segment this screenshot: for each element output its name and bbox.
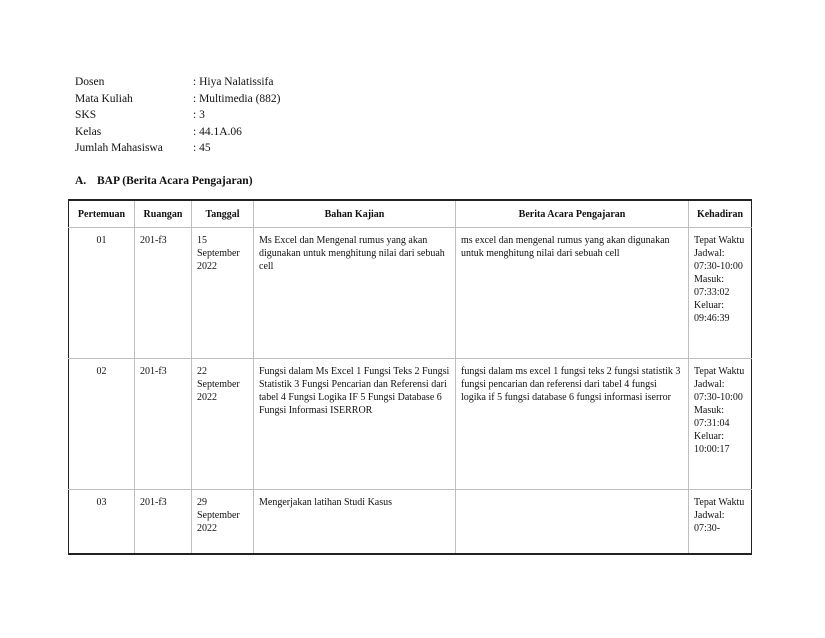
table-header-row xyxy=(69,200,752,228)
header-ruangan: Ruangan xyxy=(135,200,192,228)
cell-ruangan: 201-f3 xyxy=(135,490,192,555)
cell-kehadiran: Tepat Waktu Jadwal: 07:30-10:00 Masuk: 07:31:04 Keluar: 10:00:17 xyxy=(689,359,752,490)
header-bahan-kajian: Bahan Kajian xyxy=(254,200,456,228)
cell-bahan-kajian: Ms Excel dan Mengenal rumus yang akan digunakan untuk menghitung nilai dari sebuah cell xyxy=(254,228,456,359)
info-value: : 44.1A.06 xyxy=(193,125,242,138)
info-value: : 3 xyxy=(193,109,205,122)
cell-berita-acara: ms excel dan mengenal rumus yang akan digunakan untuk menghitung nilai dari sebuah cell xyxy=(456,228,689,359)
cell-kehadiran: Tepat Waktu Jadwal: 07:30-10:00 Masuk: 07:33:02 Keluar: 09:46:39 xyxy=(689,228,752,359)
info-row-sks xyxy=(75,107,281,124)
section-heading xyxy=(75,175,253,187)
cell-bahan-kajian: Mengerjakan latihan Studi Kasus xyxy=(254,490,456,555)
cell-berita-acara xyxy=(456,490,689,555)
header-tanggal: Tanggal xyxy=(192,200,254,228)
cell-pertemuan: 03 xyxy=(69,490,135,555)
table-row xyxy=(69,490,752,555)
info-value: : Multimedia (882) xyxy=(193,92,281,105)
cell-pertemuan: 01 xyxy=(69,228,135,359)
table-row xyxy=(69,228,752,359)
cell-tanggal: 22 September 2022 xyxy=(192,359,254,490)
info-row-kelas xyxy=(75,124,281,141)
header-berita-acara: Berita Acara Pengajaran xyxy=(456,200,689,228)
header-pertemuan: Pertemuan xyxy=(69,200,135,228)
cell-tanggal: 15 September 2022 xyxy=(192,228,254,359)
info-row-jumlah-mahasiswa xyxy=(75,140,281,157)
course-info xyxy=(75,74,281,157)
info-label: Kelas xyxy=(75,125,102,138)
info-label: Mata Kuliah xyxy=(75,92,133,105)
info-label: Jumlah Mahasiswa xyxy=(75,142,163,155)
section-number: A. xyxy=(75,175,87,187)
bap-table xyxy=(68,199,752,555)
cell-pertemuan: 02 xyxy=(69,359,135,490)
table-row xyxy=(69,359,752,490)
cell-ruangan: 201-f3 xyxy=(135,228,192,359)
info-value: : 45 xyxy=(193,142,211,155)
cell-tanggal: 29 September 2022 xyxy=(192,490,254,555)
info-label: SKS xyxy=(75,109,97,122)
info-row-dosen xyxy=(75,74,281,91)
info-row-mata-kuliah xyxy=(75,91,281,108)
info-label: Dosen xyxy=(75,76,105,88)
cell-bahan-kajian: Fungsi dalam Ms Excel 1 Fungsi Teks 2 Fungsi Statistik 3 Fungsi Pencarian dan Referensi dari tabel 4 Fungsi Logika IF 5 Fungsi Database 6 Fungsi Informasi ISERROR xyxy=(254,359,456,490)
cell-ruangan: 201-f3 xyxy=(135,359,192,490)
header-kehadiran: Kehadiran xyxy=(689,200,752,228)
section-title: BAP (Berita Acara Pengajaran) xyxy=(97,175,253,187)
info-value: : Hiya Nalatissifa xyxy=(193,76,274,88)
cell-berita-acara: fungsi dalam ms excel 1 fungsi teks 2 fungsi statistik 3 fungsi pencarian dan referensi dari tabel 4 fungsi logika if 5 fungsi database 6 fungsi informasi iserror xyxy=(456,359,689,490)
cell-kehadiran: Tepat Waktu Jadwal: 07:30- xyxy=(689,490,752,555)
